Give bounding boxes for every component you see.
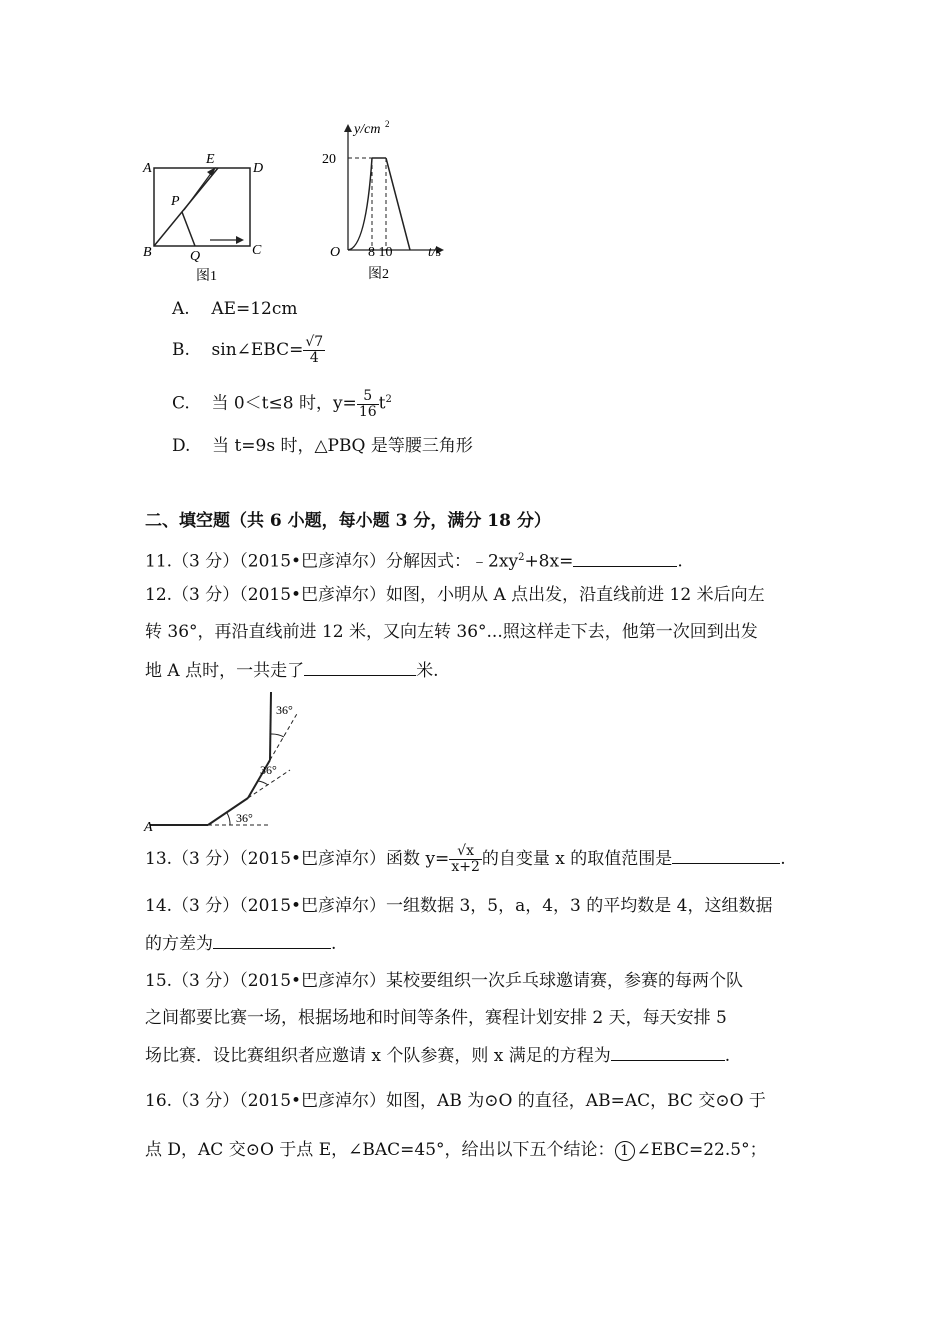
fig1-label-e: E — [206, 152, 215, 167]
q13-fraction — [449, 844, 482, 875]
fig3-angle-3: 36° — [276, 703, 293, 717]
circled-number-1: 1 — [615, 1141, 635, 1161]
fig1-label-b: B — [143, 245, 152, 260]
q15-line-3-pre: 场比赛．设比赛组织者应邀请 x 个队参赛，则 x 满足的方程为 — [145, 1046, 611, 1066]
q11-mid: +8x= — [524, 551, 574, 572]
q12-line-1: 12.（3 分）（2015•巴彦淖尔）如图，小明从 A 点出发，沿直线前进 12 米后向左 — [145, 585, 765, 605]
option-c-numerator: 5 — [357, 389, 379, 405]
option-b-fraction — [303, 335, 325, 366]
fig2-caption: 图2 — [368, 267, 389, 282]
q11-post: . — [677, 551, 683, 572]
figure-3-walk-path — [140, 688, 320, 838]
q13-pre: 13.（3 分）（2015•巴彦淖尔）函数 y= — [145, 849, 450, 869]
option-c-fraction — [357, 389, 379, 420]
figure-2-graph — [318, 118, 458, 288]
option-a-text: AE=12cm — [211, 299, 298, 319]
figure-1-rectangle — [140, 150, 280, 285]
option-b-letter: B. — [172, 340, 190, 360]
option-b — [172, 332, 325, 368]
option-d-letter: D. — [172, 436, 191, 456]
fig2-origin: O — [330, 245, 341, 260]
q14-line-2-post: . — [331, 934, 337, 954]
q16-line-2-pre: 点 D，AC 交⊙O 于点 E，∠BAC=45°，给出以下五个结论： — [145, 1140, 615, 1160]
q13-numerator: √x — [449, 844, 482, 860]
fig1-label-c: C — [252, 243, 262, 258]
question-11 — [145, 547, 683, 573]
fig3-point-a: A — [144, 820, 153, 835]
q14-line-2-pre: 的方差为 — [145, 934, 213, 954]
option-c-letter: C. — [172, 393, 190, 414]
section-2-title: 二、填空题（共 6 小题，每小题 3 分，满分 18 分） — [145, 511, 551, 531]
q14-answer-blank[interactable] — [213, 932, 331, 949]
q16-line-1: 16.（3 分）（2015•巴彦淖尔）如图，AB 为⊙O 的直径，AB=AC，BC 交⊙O 于 — [145, 1091, 766, 1111]
option-b-numerator: √7 — [305, 334, 324, 350]
fig2-x-label: t/s — [428, 245, 442, 260]
option-d-text: 当 t=9s 时，△PBQ 是等腰三角形 — [212, 436, 473, 456]
q14-line-2 — [145, 932, 336, 955]
fig2-y-label-sup: 2 — [385, 119, 390, 129]
q12-line-3-pre: 地 A 点时，一共走了 — [145, 661, 305, 681]
q13-end: . — [780, 849, 786, 869]
question-13 — [145, 840, 786, 878]
option-a — [172, 298, 298, 320]
option-a-letter: A. — [172, 299, 190, 319]
fig3-angle-1: 36° — [236, 811, 253, 825]
q13-post: 的自变量 x 的取值范围是 — [481, 849, 673, 869]
q15-line-2: 之间都要比赛一场，根据场地和时间等条件，赛程计划安排 2 天，每天安排 5 — [145, 1008, 727, 1028]
fig1-caption: 图1 — [196, 269, 217, 284]
option-c — [172, 382, 392, 422]
option-b-denominator: 4 — [309, 350, 319, 366]
q15-line-3 — [145, 1044, 730, 1067]
fig2-x-ticks: 8 10 — [368, 245, 393, 260]
fig1-label-p: P — [171, 194, 180, 209]
fig1-label-q: Q — [190, 249, 201, 264]
q16-line-2-post: ∠EBC=22.5°； — [636, 1140, 767, 1160]
option-d — [172, 435, 473, 457]
option-c-post: t — [378, 393, 386, 414]
q13-denominator: x+2 — [451, 859, 480, 875]
q12-line-2: 转 36°，再沿直线前进 12 米，又向左转 36°...照这样走下去，他第一次回到出发 — [145, 622, 758, 642]
fig2-y-label: y/cm — [354, 122, 381, 137]
option-c-post-sup: 2 — [385, 394, 392, 405]
option-c-pre: 当 0＜t≤8 时，y= — [211, 393, 357, 414]
q15-line-1: 15.（3 分）（2015•巴彦淖尔）某校要组织一次乒乓球邀请赛，参赛的每两个队 — [145, 971, 744, 991]
q15-line-3-post: . — [724, 1046, 731, 1066]
q14-line-1: 14.（3 分）（2015•巴彦淖尔）一组数据 3，5，a，4，3 的平均数是 4，这组数据 — [145, 896, 773, 916]
q12-line-3 — [145, 659, 439, 682]
q12-line-3-post: 米. — [416, 661, 439, 681]
fig2-y-tick: 20 — [322, 152, 336, 167]
fig1-label-d: D — [253, 161, 264, 176]
q13-answer-blank[interactable] — [672, 847, 780, 864]
q11-answer-blank[interactable] — [573, 550, 677, 567]
q15-answer-blank[interactable] — [611, 1044, 725, 1061]
q11-pre: 11.（3 分）（2015•巴彦淖尔）分解因式：﹣2xy — [145, 551, 519, 572]
q11-sup: 2 — [518, 552, 525, 563]
option-c-denominator: 16 — [358, 403, 377, 420]
fig3-angle-2: 36° — [260, 763, 277, 777]
q12-answer-blank[interactable] — [304, 659, 416, 676]
fig1-label-a: A — [143, 161, 152, 176]
q16-line-2 — [145, 1139, 767, 1161]
option-b-pre: sin∠EBC= — [211, 340, 304, 360]
